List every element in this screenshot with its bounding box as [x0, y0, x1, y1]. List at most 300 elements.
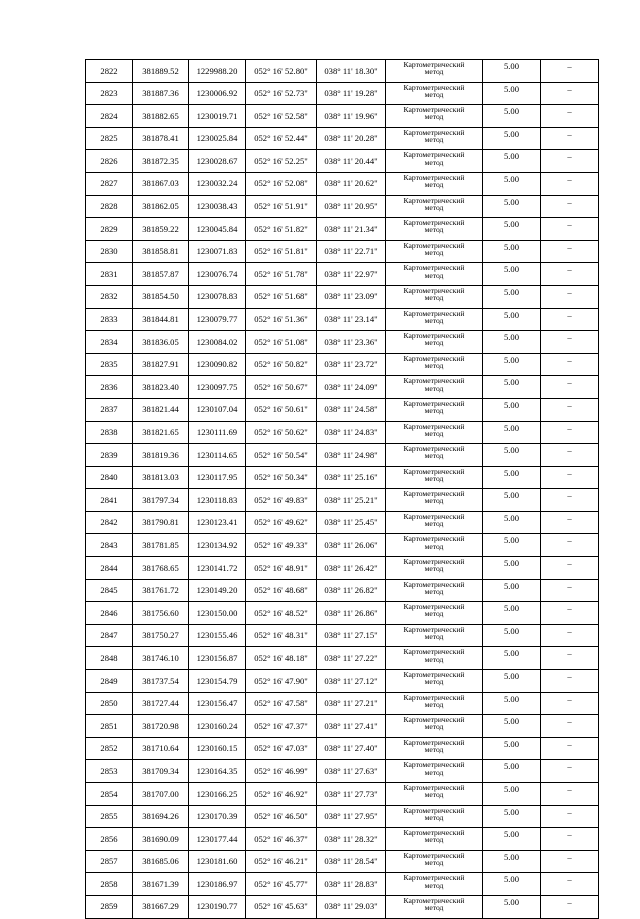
accuracy: 5.00 [483, 82, 541, 105]
method [386, 624, 483, 647]
accuracy: 5.00 [483, 285, 541, 308]
point-number: 2858 [86, 873, 133, 896]
dash-cell: – [541, 127, 599, 150]
method-line2: метод [424, 89, 444, 99]
point-number: 2825 [86, 127, 133, 150]
x-coordinate: 381707.00 [133, 783, 189, 806]
dash-cell: – [541, 285, 599, 308]
latitude: 052° 16' 46.21" [246, 850, 317, 873]
longitude: 038° 11' 25.16" [317, 466, 386, 489]
method-line2: метод [424, 564, 444, 574]
y-coordinate: 1230107.04 [189, 398, 246, 421]
longitude: 038° 11' 24.58" [317, 398, 386, 421]
table-row [86, 308, 599, 331]
y-coordinate: 1229988.20 [189, 60, 246, 83]
table-row [86, 783, 599, 806]
method [386, 218, 483, 241]
table-row [86, 218, 599, 241]
method-line1: Картометрический [403, 692, 465, 702]
accuracy: 5.00 [483, 511, 541, 534]
y-coordinate: 1230025.84 [189, 127, 246, 150]
method-line2: метод [424, 134, 444, 144]
dash-cell: – [541, 783, 599, 806]
longitude: 038° 11' 23.09" [317, 285, 386, 308]
latitude: 052° 16' 51.78" [246, 263, 317, 286]
method [386, 850, 483, 873]
method-line2: метод [424, 835, 444, 845]
longitude: 038° 11' 24.98" [317, 444, 386, 467]
y-coordinate: 1230160.15 [189, 737, 246, 760]
y-coordinate: 1230181.60 [189, 850, 246, 873]
y-coordinate: 1230071.83 [189, 240, 246, 263]
dash-cell: – [541, 353, 599, 376]
longitude: 038° 11' 19.96" [317, 105, 386, 128]
latitude: 052° 16' 50.34" [246, 466, 317, 489]
y-coordinate: 1230170.39 [189, 805, 246, 828]
method [386, 105, 483, 128]
table-row [86, 534, 599, 557]
table-row [86, 60, 599, 83]
accuracy: 5.00 [483, 105, 541, 128]
table-row [86, 398, 599, 421]
longitude: 038° 11' 18.30" [317, 60, 386, 83]
longitude: 038° 11' 24.09" [317, 376, 386, 399]
x-coordinate: 381727.44 [133, 692, 189, 715]
table-row [86, 105, 599, 128]
table-row [86, 511, 599, 534]
x-coordinate: 381867.03 [133, 172, 189, 195]
y-coordinate: 1230149.20 [189, 579, 246, 602]
point-number: 2829 [86, 218, 133, 241]
y-coordinate: 1230045.84 [189, 218, 246, 241]
method-line2: метод [424, 180, 444, 190]
accuracy: 5.00 [483, 737, 541, 760]
method-line1: Картометрический [403, 195, 465, 205]
latitude: 052° 16' 52.58" [246, 105, 317, 128]
method-line1: Картометрический [403, 60, 465, 69]
table-row [86, 466, 599, 489]
method [386, 557, 483, 580]
x-coordinate: 381878.41 [133, 127, 189, 150]
point-number: 2837 [86, 398, 133, 421]
latitude: 052° 16' 52.73" [246, 82, 317, 105]
x-coordinate: 381761.72 [133, 579, 189, 602]
method-line1: Картометрический [403, 127, 465, 137]
dash-cell: – [541, 737, 599, 760]
latitude: 052° 16' 50.62" [246, 421, 317, 444]
table-row [86, 624, 599, 647]
latitude: 052° 16' 52.44" [246, 127, 317, 150]
method-line2: метод [424, 812, 444, 822]
point-number: 2836 [86, 376, 133, 399]
table-row [86, 805, 599, 828]
point-number: 2838 [86, 421, 133, 444]
method-line2: метод [424, 383, 444, 393]
longitude: 038° 11' 27.21" [317, 692, 386, 715]
x-coordinate: 381781.85 [133, 534, 189, 557]
method-line2: метод [424, 157, 444, 167]
point-number: 2846 [86, 602, 133, 625]
dash-cell: – [541, 82, 599, 105]
method-line1: Картометрический [403, 466, 465, 476]
longitude: 038° 11' 26.42" [317, 557, 386, 580]
point-number: 2828 [86, 195, 133, 218]
y-coordinate: 1230117.95 [189, 466, 246, 489]
longitude: 038° 11' 28.32" [317, 828, 386, 851]
method-line1: Картометрический [403, 805, 465, 815]
method [386, 692, 483, 715]
point-number: 2847 [86, 624, 133, 647]
accuracy: 5.00 [483, 602, 541, 625]
point-number: 2853 [86, 760, 133, 783]
method [386, 828, 483, 851]
x-coordinate: 381844.81 [133, 308, 189, 331]
longitude: 038° 11' 23.14" [317, 308, 386, 331]
longitude: 038° 11' 27.95" [317, 805, 386, 828]
point-number: 2849 [86, 670, 133, 693]
latitude: 052° 16' 46.37" [246, 828, 317, 851]
point-number: 2833 [86, 308, 133, 331]
method-line1: Картометрический [403, 172, 465, 182]
accuracy: 5.00 [483, 895, 541, 918]
latitude: 052° 16' 51.68" [246, 285, 317, 308]
x-coordinate: 381859.22 [133, 218, 189, 241]
accuracy: 5.00 [483, 240, 541, 263]
accuracy: 5.00 [483, 263, 541, 286]
point-number: 2826 [86, 150, 133, 173]
method [386, 670, 483, 693]
method-line1: Картометрический [403, 511, 465, 521]
method-line1: Картометрический [403, 895, 465, 905]
y-coordinate: 1230078.83 [189, 285, 246, 308]
x-coordinate: 381790.81 [133, 511, 189, 534]
method-line2: метод [424, 338, 444, 348]
method [386, 534, 483, 557]
latitude: 052° 16' 50.82" [246, 353, 317, 376]
method-line1: Картометрический [403, 150, 465, 160]
point-number: 2840 [86, 466, 133, 489]
method [386, 444, 483, 467]
x-coordinate: 381710.64 [133, 737, 189, 760]
longitude: 038° 11' 20.62" [317, 172, 386, 195]
table-row [86, 850, 599, 873]
y-coordinate: 1230155.46 [189, 624, 246, 647]
table-row [86, 195, 599, 218]
method-line2: метод [424, 451, 444, 461]
table-row [86, 150, 599, 173]
x-coordinate: 381862.05 [133, 195, 189, 218]
x-coordinate: 381694.26 [133, 805, 189, 828]
point-number: 2832 [86, 285, 133, 308]
dash-cell: – [541, 557, 599, 580]
y-coordinate: 1230156.47 [189, 692, 246, 715]
method-line1: Картометрический [403, 737, 465, 747]
y-coordinate: 1230006.92 [189, 82, 246, 105]
dash-cell: – [541, 805, 599, 828]
y-coordinate: 1230079.77 [189, 308, 246, 331]
point-number: 2850 [86, 692, 133, 715]
accuracy: 5.00 [483, 783, 541, 806]
longitude: 038° 11' 19.28" [317, 82, 386, 105]
method-line2: метод [424, 112, 444, 122]
longitude: 038° 11' 27.41" [317, 715, 386, 738]
accuracy: 5.00 [483, 579, 541, 602]
table-row [86, 873, 599, 896]
x-coordinate: 381887.36 [133, 82, 189, 105]
accuracy: 5.00 [483, 60, 541, 83]
method-line2: метод [424, 880, 444, 890]
method-line2: метод [424, 903, 444, 913]
point-number: 2842 [86, 511, 133, 534]
method-line1: Картометрический [403, 421, 465, 431]
y-coordinate: 1230097.75 [189, 376, 246, 399]
y-coordinate: 1230123.41 [189, 511, 246, 534]
method-line2: метод [424, 202, 444, 212]
method-line1: Картометрический [403, 647, 465, 657]
method-line1: Картометрический [403, 263, 465, 273]
method [386, 873, 483, 896]
dash-cell: – [541, 715, 599, 738]
x-coordinate: 381746.10 [133, 647, 189, 670]
accuracy: 5.00 [483, 557, 541, 580]
accuracy: 5.00 [483, 398, 541, 421]
longitude: 038° 11' 20.95" [317, 195, 386, 218]
dash-cell: – [541, 308, 599, 331]
longitude: 038° 11' 24.83" [317, 421, 386, 444]
y-coordinate: 1230141.72 [189, 557, 246, 580]
accuracy: 5.00 [483, 376, 541, 399]
method [386, 421, 483, 444]
x-coordinate: 381854.50 [133, 285, 189, 308]
dash-cell: – [541, 489, 599, 512]
method-line1: Картометрический [403, 534, 465, 544]
table-row [86, 670, 599, 693]
latitude: 052° 16' 48.91" [246, 557, 317, 580]
latitude: 052° 16' 49.62" [246, 511, 317, 534]
point-number: 2857 [86, 850, 133, 873]
x-coordinate: 381768.65 [133, 557, 189, 580]
latitude: 052° 16' 50.67" [246, 376, 317, 399]
latitude: 052° 16' 51.91" [246, 195, 317, 218]
x-coordinate: 381756.60 [133, 602, 189, 625]
x-coordinate: 381667.29 [133, 895, 189, 918]
method-line1: Картометрический [403, 670, 465, 680]
method [386, 150, 483, 173]
point-number: 2851 [86, 715, 133, 738]
method-line2: метод [424, 677, 444, 687]
method-line1: Картометрический [403, 82, 465, 92]
x-coordinate: 381690.09 [133, 828, 189, 851]
longitude: 038° 11' 22.71" [317, 240, 386, 263]
method [386, 489, 483, 512]
longitude: 038° 11' 27.12" [317, 670, 386, 693]
y-coordinate: 1230118.83 [189, 489, 246, 512]
table-row [86, 489, 599, 512]
method-line1: Картометрический [403, 783, 465, 792]
longitude: 038° 11' 26.86" [317, 602, 386, 625]
method-line2: метод [424, 270, 444, 280]
table-row [86, 828, 599, 851]
latitude: 052° 16' 49.33" [246, 534, 317, 557]
latitude: 052° 16' 48.68" [246, 579, 317, 602]
longitude: 038° 11' 28.54" [317, 850, 386, 873]
method-line1: Картометрический [403, 624, 465, 634]
table-row [86, 82, 599, 105]
longitude: 038° 11' 27.15" [317, 624, 386, 647]
method [386, 172, 483, 195]
method [386, 82, 483, 105]
x-coordinate: 381797.34 [133, 489, 189, 512]
method [386, 579, 483, 602]
method-line1: Картометрический [403, 715, 465, 725]
latitude: 052° 16' 47.90" [246, 670, 317, 693]
dash-cell: – [541, 760, 599, 783]
table-row [86, 692, 599, 715]
latitude: 052° 16' 51.82" [246, 218, 317, 241]
method-line1: Картометрический [403, 828, 465, 838]
point-number: 2845 [86, 579, 133, 602]
latitude: 052° 16' 45.77" [246, 873, 317, 896]
latitude: 052° 16' 48.52" [246, 602, 317, 625]
x-coordinate: 381685.06 [133, 850, 189, 873]
dash-cell: – [541, 421, 599, 444]
method [386, 760, 483, 783]
method [386, 240, 483, 263]
latitude: 052° 16' 49.83" [246, 489, 317, 512]
accuracy: 5.00 [483, 715, 541, 738]
dash-cell: – [541, 579, 599, 602]
accuracy: 5.00 [483, 353, 541, 376]
table-row [86, 557, 599, 580]
table-row [86, 895, 599, 918]
method [386, 60, 483, 83]
dash-cell: – [541, 602, 599, 625]
dash-cell: – [541, 692, 599, 715]
point-number: 2831 [86, 263, 133, 286]
latitude: 052° 16' 50.54" [246, 444, 317, 467]
method-line2: метод [424, 609, 444, 619]
longitude: 038° 11' 29.03" [317, 895, 386, 918]
accuracy: 5.00 [483, 444, 541, 467]
method [386, 308, 483, 331]
table-row [86, 737, 599, 760]
method-line2: метод [424, 406, 444, 416]
longitude: 038° 11' 21.34" [317, 218, 386, 241]
latitude: 052° 16' 51.36" [246, 308, 317, 331]
x-coordinate: 381827.91 [133, 353, 189, 376]
method-line2: метод [424, 519, 444, 529]
method-line1: Картометрический [403, 285, 465, 295]
longitude: 038° 11' 27.63" [317, 760, 386, 783]
table-row [86, 579, 599, 602]
method-line2: метод [424, 315, 444, 325]
latitude: 052° 16' 52.80" [246, 60, 317, 83]
method-line2: метод [424, 293, 444, 303]
table-row [86, 172, 599, 195]
table-row [86, 127, 599, 150]
latitude: 052° 16' 47.37" [246, 715, 317, 738]
dash-cell: – [541, 444, 599, 467]
longitude: 038° 11' 27.40" [317, 737, 386, 760]
y-coordinate: 1230076.74 [189, 263, 246, 286]
method-line1: Картометрический [403, 218, 465, 228]
point-number: 2855 [86, 805, 133, 828]
x-coordinate: 381836.05 [133, 331, 189, 354]
longitude: 038° 11' 26.06" [317, 534, 386, 557]
method-line2: метод [424, 586, 444, 596]
latitude: 052° 16' 52.25" [246, 150, 317, 173]
accuracy: 5.00 [483, 308, 541, 331]
dash-cell: – [541, 240, 599, 263]
longitude: 038° 11' 25.21" [317, 489, 386, 512]
method [386, 331, 483, 354]
point-number: 2852 [86, 737, 133, 760]
method-line2: метод [424, 722, 444, 732]
accuracy: 5.00 [483, 127, 541, 150]
point-number: 2827 [86, 172, 133, 195]
latitude: 052° 16' 51.08" [246, 331, 317, 354]
method [386, 715, 483, 738]
x-coordinate: 381889.52 [133, 60, 189, 83]
table-row [86, 331, 599, 354]
longitude: 038° 11' 22.97" [317, 263, 386, 286]
table-row [86, 715, 599, 738]
method-line2: метод [424, 699, 444, 709]
method [386, 263, 483, 286]
accuracy: 5.00 [483, 195, 541, 218]
method-line1: Картометрический [403, 240, 465, 250]
method [386, 737, 483, 760]
method-line1: Картометрический [403, 873, 465, 883]
point-number: 2834 [86, 331, 133, 354]
y-coordinate: 1230038.43 [189, 195, 246, 218]
method-line2: метод [424, 790, 444, 800]
accuracy: 5.00 [483, 805, 541, 828]
dash-cell: – [541, 466, 599, 489]
x-coordinate: 381857.87 [133, 263, 189, 286]
y-coordinate: 1230177.44 [189, 828, 246, 851]
x-coordinate: 381882.65 [133, 105, 189, 128]
dash-cell: – [541, 511, 599, 534]
table-row [86, 647, 599, 670]
x-coordinate: 381750.27 [133, 624, 189, 647]
y-coordinate: 1230032.24 [189, 172, 246, 195]
dash-cell: – [541, 624, 599, 647]
method-line2: метод [424, 225, 444, 235]
point-number: 2841 [86, 489, 133, 512]
y-coordinate: 1230160.24 [189, 715, 246, 738]
point-number: 2822 [86, 60, 133, 83]
accuracy: 5.00 [483, 172, 541, 195]
method-line2: метод [424, 632, 444, 642]
latitude: 052° 16' 45.63" [246, 895, 317, 918]
method [386, 127, 483, 150]
y-coordinate: 1230084.02 [189, 331, 246, 354]
method [386, 353, 483, 376]
point-number: 2854 [86, 783, 133, 806]
y-coordinate: 1230090.82 [189, 353, 246, 376]
x-coordinate: 381813.03 [133, 466, 189, 489]
dash-cell: – [541, 195, 599, 218]
point-number: 2856 [86, 828, 133, 851]
point-number: 2823 [86, 82, 133, 105]
method-line1: Картометрический [403, 489, 465, 499]
method-line1: Картометрический [403, 557, 465, 567]
y-coordinate: 1230156.87 [189, 647, 246, 670]
method-line1: Картометрический [403, 331, 465, 341]
table-row [86, 760, 599, 783]
method-line2: метод [424, 745, 444, 755]
